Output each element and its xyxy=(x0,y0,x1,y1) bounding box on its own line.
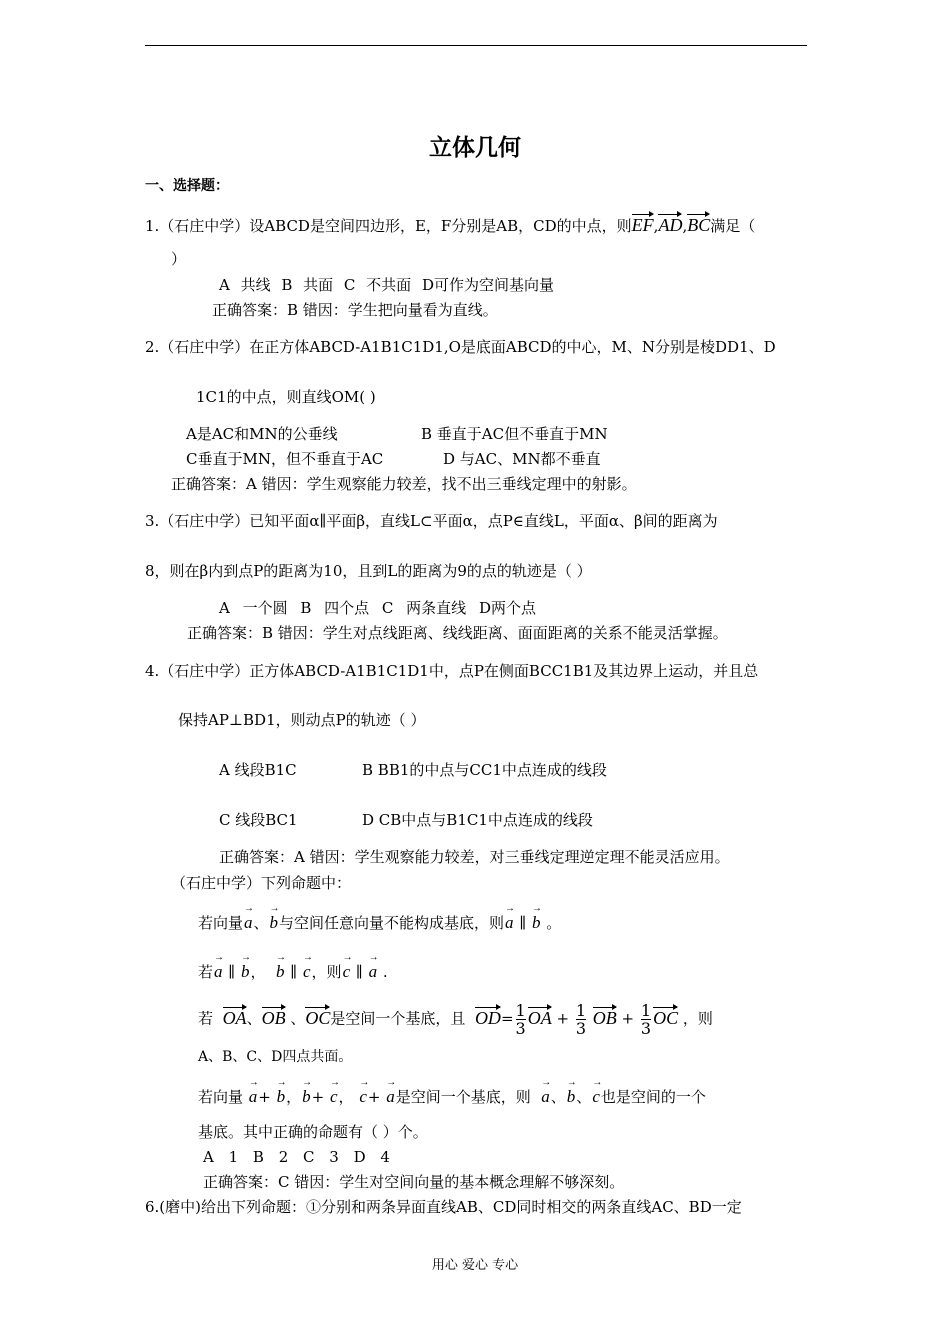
page-footer: 用心 爱心 专心 xyxy=(431,1258,519,1273)
q6-line1: 6.(磨中)给出下列命题：①分别和两条异面直线AB、CD同时相交的两条直线AC、BD一定 xyxy=(145,1198,742,1216)
q4-line2: 保持AP⊥BD1，则动点P的轨迹（ ） xyxy=(178,711,426,729)
vector-b: → b xyxy=(301,1082,312,1105)
q1-stem: 1.（石庄中学）设ABCD是空间四边形，E，F分别是AB，CD的中点，则EF,AD,BC满足（ xyxy=(145,215,756,235)
q2-line1: 2.（石庄中学）在正方体ABCD-A1B1C1D1,O是底面ABCD的中心，M、N分别是棱DD1、D xyxy=(145,338,776,356)
fraction-one-third: $\frac{1}{3}$ xyxy=(575,1001,586,1038)
q2-option-b: B 垂直于AC但不垂直于MN xyxy=(421,425,608,443)
vector-b: → b xyxy=(269,908,280,931)
vector-b: → b xyxy=(276,1082,287,1105)
q3-line2: 8，则在β内到点P的距离为10，且到L的距离为9的点的轨迹是（ ） xyxy=(145,562,592,580)
q4-option-b: B BB1的中点与CC1中点连成的线段 xyxy=(362,761,607,779)
q3-options: A 一个圆 B 四个点 C 两条直线 D两个点 xyxy=(219,599,536,617)
vector-a: → a xyxy=(385,1082,396,1105)
vector-c: → c xyxy=(358,1082,368,1105)
q5-proposition-3-cont: A、B、C、D四点共面。 xyxy=(198,1049,353,1065)
q5-proposition-1: 若向量→ a、→ b与空间任意向量不能构成基底，则→ a ∥ → b 。 xyxy=(198,908,561,931)
vector-a: → a xyxy=(243,908,254,931)
q5-proposition-4-cont: 基底。其中正确的命题有（ ）个。 xyxy=(198,1123,428,1141)
q3-line1: 3.（石庄中学）已知平面α∥平面β，直线L⊂平面α，点P∈直线L，平面α、β间的距离为 xyxy=(145,512,718,530)
vector-oa: OA xyxy=(527,1007,552,1028)
vector-a: → a xyxy=(504,908,515,931)
vector-bc: BC xyxy=(687,215,711,235)
q4-answer: 正确答案：A 错因：学生观察能力较差，对三垂线定理逆定理不能灵活应用。 xyxy=(219,848,730,866)
q2-answer: 正确答案：A 错因：学生观察能力较差，找不出三垂线定理中的射影。 xyxy=(171,475,637,493)
vector-c: → c xyxy=(302,957,312,980)
q5-proposition-3: 若 OA、OB 、OC是空间一个基底，且 OD= $\frac{1}{3}$ OA + $\frac{1}{3}$ OB + $\frac{1}{3}$ OC ，则 xyxy=(198,1001,713,1038)
q2-line2: 1C1的中点，则直线OM( ) xyxy=(196,388,376,406)
vector-b: → b xyxy=(275,957,286,980)
q5-proposition-2: 若→ a ∥ → b， → b ∥ → c，则→ c ∥ → a . xyxy=(198,957,388,980)
vector-a: → a xyxy=(248,1082,259,1105)
q1-close-paren: ） xyxy=(171,250,187,268)
section-heading: 一、选择题： xyxy=(145,178,229,194)
q1-options: A 共线 B 共面 C 不共面 D可作为空间基向量 xyxy=(219,276,554,294)
q5-answer: 正确答案：C 错因：学生对空间向量的基本概念理解不够深刻。 xyxy=(203,1173,625,1191)
q2-option-d: D 与AC、MN都不垂直 xyxy=(443,450,601,468)
q4-line1: 4.（石庄中学）正方体ABCD-A1B1C1D1中，点P在侧面BCC1B1及其边界上运动，并且总 xyxy=(145,662,759,680)
vector-od: OD xyxy=(474,1007,501,1028)
q5-intro: （石庄中学）下列命题中： xyxy=(171,874,352,892)
q4-option-d: D CB中点与B1C1中点连成的线段 xyxy=(362,811,593,829)
vector-oc: OC xyxy=(653,1007,679,1028)
q4-option-c: C 线段BC1 xyxy=(219,811,298,829)
vector-b: → b xyxy=(531,908,542,931)
fraction-one-third: $\frac{1}{3}$ xyxy=(640,1001,652,1038)
fraction-one-third: $\frac{1}{3}$ xyxy=(515,1001,526,1038)
q3-answer: 正确答案：B 错因：学生对点线距离、线线距离、面面距离的关系不能灵活掌握。 xyxy=(187,624,728,642)
vector-ob: OB xyxy=(592,1007,617,1028)
vector-a: → a xyxy=(213,957,224,980)
q5-proposition-4: 若向量 → a+ → b，→ b+ → c， → c+ → a是空间一个基底，则 → a、→ b、→ c也是空间的一个 xyxy=(198,1082,706,1105)
vector-ob: OB xyxy=(261,1007,286,1028)
vector-c: → c xyxy=(342,957,352,980)
q4-option-a: A 线段B1C xyxy=(219,761,297,779)
header-rule xyxy=(145,45,807,46)
vector-a: → a xyxy=(368,957,379,980)
vector-b: → b xyxy=(240,957,251,980)
q1-answer: 正确答案：B 错因：学生把向量看为直线。 xyxy=(212,301,498,319)
vector-oc: OC xyxy=(305,1007,331,1028)
vector-ef: EF xyxy=(631,215,654,235)
q2-option-c: C垂直于MN，但不垂直于AC xyxy=(186,450,384,468)
page-title: 立体几何 xyxy=(429,134,521,161)
vector-ad: AD xyxy=(658,215,683,235)
vector-c: → c xyxy=(591,1082,601,1105)
vector-b: → b xyxy=(566,1082,577,1105)
vector-oa: OA xyxy=(222,1007,247,1028)
vector-c: → c xyxy=(329,1082,339,1105)
vector-a: → a xyxy=(540,1082,551,1105)
q2-option-a: A是AC和MN的公垂线 xyxy=(186,425,338,443)
q5-options: A 1 B 2 C 3 D 4 xyxy=(203,1148,390,1166)
